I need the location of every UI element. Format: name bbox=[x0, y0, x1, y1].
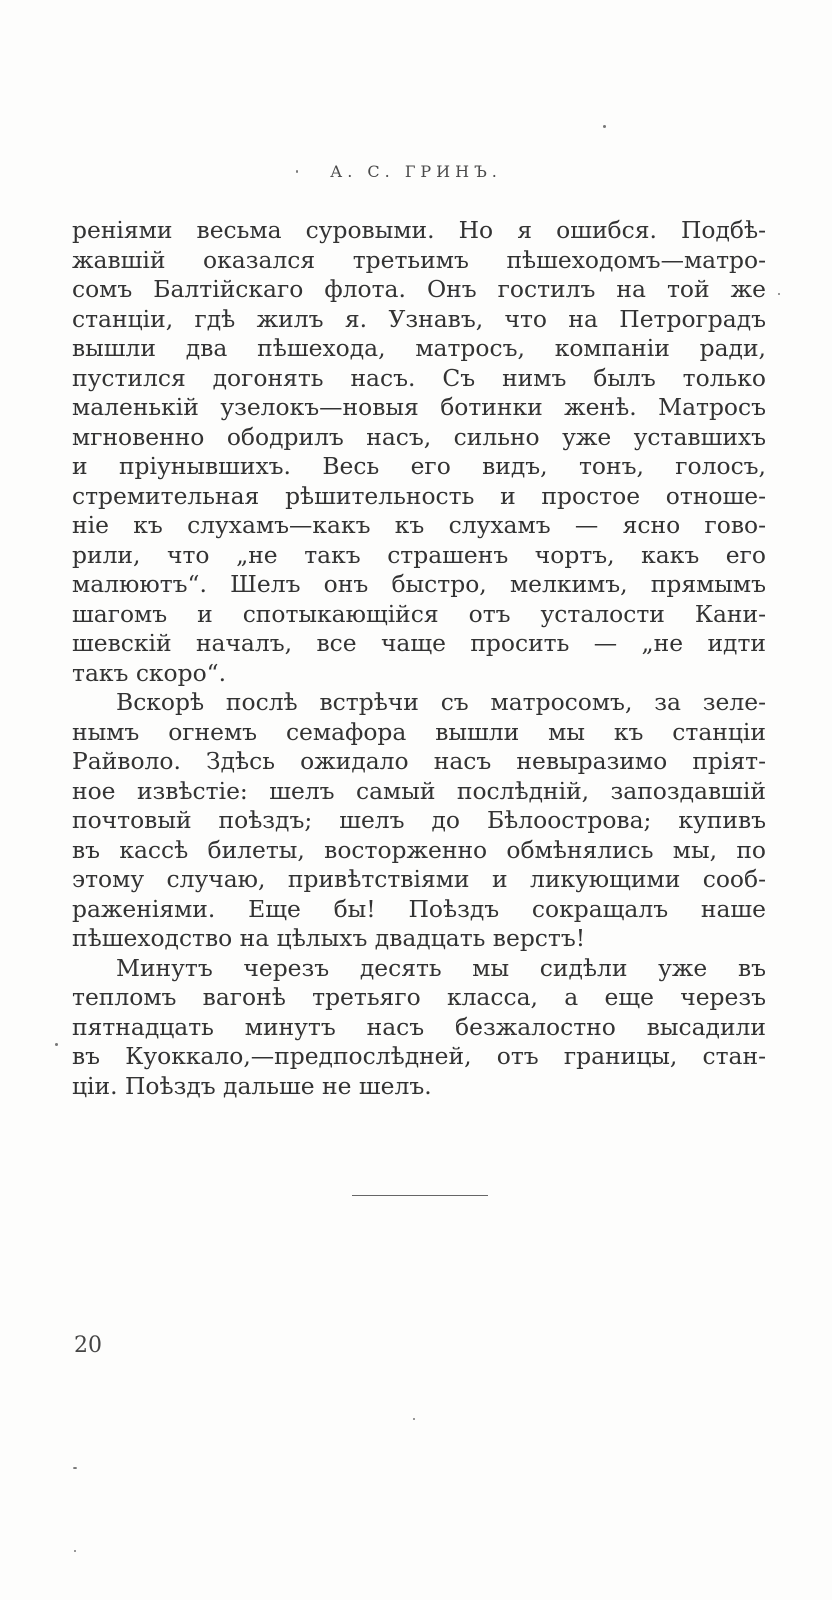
text-line: вышли два пѣшехода, матросъ, компаніи ради, bbox=[72, 334, 766, 362]
text-line: мгновенно ободрилъ насъ, сильно уже уставшихъ bbox=[72, 422, 766, 451]
scan-speck bbox=[603, 125, 606, 128]
text-line: малюютъ“. Шелъ онъ быстро, мелкимъ, прямымъ bbox=[72, 570, 766, 598]
section-divider bbox=[352, 1195, 488, 1196]
text-line: раженіями. Еще бы! Поѣздъ сокращалъ наше bbox=[72, 894, 766, 923]
scan-speck bbox=[778, 293, 780, 295]
page-number: 20 bbox=[74, 1333, 102, 1358]
text-line: ціи. Поѣздъ дальше не шелъ. bbox=[72, 1071, 432, 1100]
paragraph-2 bbox=[72, 688, 766, 954]
scan-speck bbox=[413, 1418, 415, 1420]
text-line: станціи, гдѣ жилъ я. Узнавъ, что на Петроградъ bbox=[72, 304, 766, 333]
text-line: пустился догонять насъ. Съ нимъ былъ только bbox=[72, 363, 766, 392]
text-line: тепломъ вагонѣ третьяго класса, а еще черезъ bbox=[72, 983, 766, 1011]
text-line: и пріунывшихъ. Весь его видъ, тонъ, голосъ, bbox=[72, 452, 766, 480]
text-line: жавшій оказался третьимъ пѣшеходомъ—матро- bbox=[72, 245, 766, 274]
scan-speck bbox=[296, 170, 298, 173]
scan-speck bbox=[74, 1550, 76, 1552]
paragraph-3 bbox=[72, 954, 766, 1102]
text-line: Вскорѣ послѣ встрѣчи съ матросомъ, за зеле- bbox=[116, 688, 766, 716]
text-line: въ Куоккало,—предпослѣдней, отъ границы, стан- bbox=[72, 1042, 766, 1070]
text-line: Минутъ черезъ десять мы сидѣли уже въ bbox=[116, 953, 766, 982]
paragraph-1 bbox=[72, 216, 766, 688]
text-line: такъ скоро“. bbox=[72, 658, 227, 687]
text-line: ное извѣстіе: шелъ самый послѣдній, запоздавшій bbox=[72, 776, 766, 805]
text-line: шевскій началъ, все чаще просить — „не идти bbox=[72, 629, 766, 657]
text-line: пѣшеходство на цѣлыхъ двадцать верстъ! bbox=[72, 924, 586, 952]
text-line: почтовый поѣздъ; шелъ до Бѣлоострова; купивъ bbox=[72, 806, 766, 834]
text-line: сомъ Балтійскаго флота. Онъ гостилъ на той же bbox=[72, 275, 766, 303]
text-line: реніями весьма суровыми. Но я ошибся. Подбѣ- bbox=[72, 216, 766, 244]
text-line: рили, что „не такъ страшенъ чортъ, какъ его bbox=[72, 540, 766, 569]
text-line: шагомъ и спотыкающійся отъ усталости Кани- bbox=[72, 599, 766, 628]
text-line: въ кассѣ билеты, восторженно обмѣнялись мы, по bbox=[72, 835, 766, 864]
scan-speck bbox=[55, 1043, 58, 1046]
text-line: маленькій узелокъ—новыя ботинки женѣ. Матросъ bbox=[72, 393, 766, 421]
text-line: пятнадцать минутъ насъ безжалостно высадили bbox=[72, 1012, 766, 1041]
text-line: Райволо. Здѣсь ожидало насъ невыразимо пріят- bbox=[72, 747, 766, 775]
text-line: нымъ огнемъ семафора вышли мы къ станціи bbox=[72, 717, 766, 746]
scan-speck bbox=[73, 1467, 77, 1469]
running-head: А. С. ГРИНЪ. bbox=[330, 162, 502, 181]
text-line: стремительная рѣшительность и простое отноше- bbox=[72, 481, 766, 510]
text-line: ніе къ слухамъ—какъ къ слухамъ — ясно гово- bbox=[72, 511, 766, 539]
body-text bbox=[72, 216, 766, 1101]
text-line: этому случаю, привѣтствіями и ликующими сооб- bbox=[72, 865, 766, 893]
